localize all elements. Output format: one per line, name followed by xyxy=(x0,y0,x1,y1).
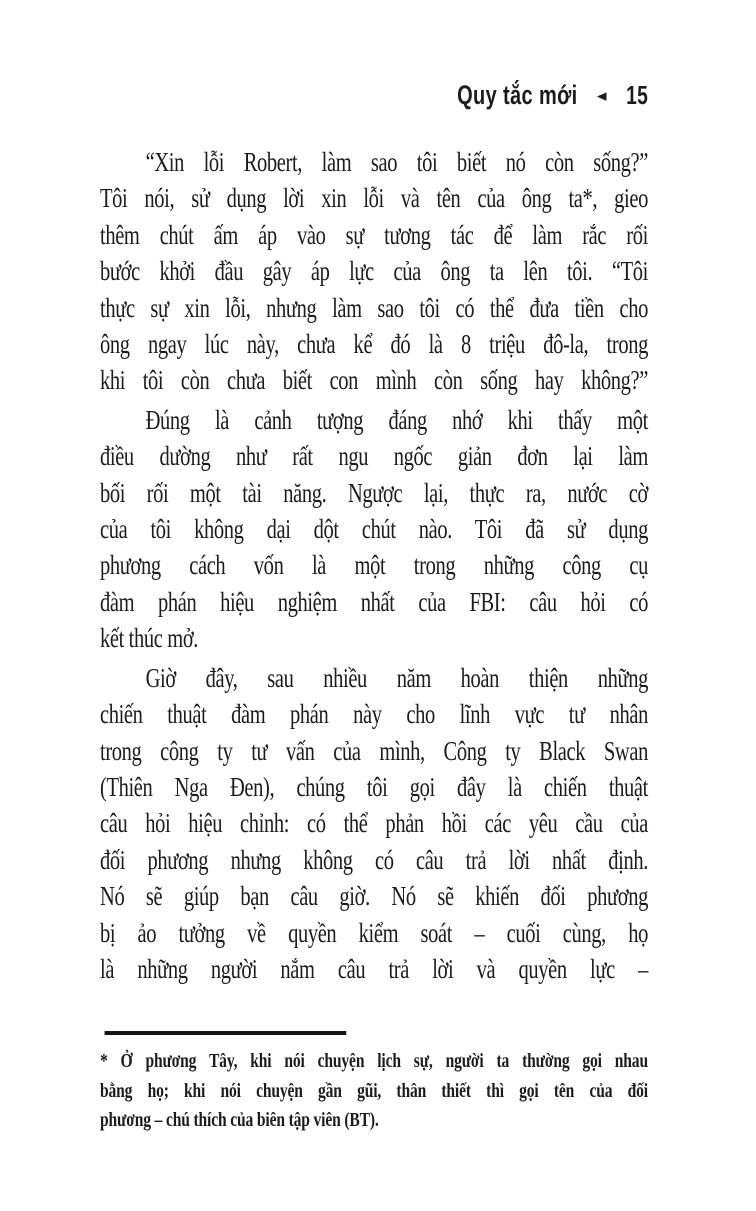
body-line: đàm phán hiệu nghiệm nhất của FBI: câu hỏi có xyxy=(100,586,648,617)
page-number: 15 xyxy=(625,80,648,110)
body-line: khi tôi còn chưa biết con mình còn sống hay không?” xyxy=(100,365,648,396)
body-line: trong công ty tư vấn của mình, Công ty Black Swan xyxy=(100,735,648,766)
body-line: là những người nắm câu trả lời và quyền lực – xyxy=(100,953,648,984)
footnote-line: phương – chú thích của biên tập viên (BT). xyxy=(100,1109,379,1132)
body-line: đối phương nhưng không có câu trả lời nhất định. xyxy=(100,844,648,875)
body-line: Nó sẽ giúp bạn câu giờ. Nó sẽ khiến đối phương xyxy=(100,881,648,912)
body-line: “Xin lỗi Robert, làm sao tôi biết nó còn sống?” xyxy=(145,147,648,177)
running-title: Quy tắc mới xyxy=(456,80,578,110)
paragraph-1 xyxy=(100,144,648,399)
body-line: phương cách vốn là một trong những công cụ xyxy=(100,550,648,581)
body-line: điều dường như rất ngu ngốc giản đơn lại làm xyxy=(100,441,648,472)
body-line: bị ảo tưởng về quyền kiểm soát – cuối cùng, họ xyxy=(100,917,648,948)
body-line: kết thúc mở. xyxy=(100,623,199,654)
body-line: ông ngay lúc này, chưa kể đó là 8 triệu đô-la, trong xyxy=(100,329,648,360)
footnote xyxy=(100,1031,648,1136)
footnote-rule xyxy=(105,1031,347,1035)
running-header xyxy=(457,80,648,111)
body-line: bối rối một tài năng. Ngược lại, thực ra, nước cờ xyxy=(100,477,648,508)
body-line: Giờ đây, sau nhiều năm hoàn thiện những xyxy=(145,662,648,693)
text-column xyxy=(100,144,648,1136)
body-line: của tôi không dại dột chút nào. Tôi đã sử dụng xyxy=(100,514,648,545)
body-line: câu hỏi hiệu chỉnh: có thể phản hồi các yêu cầu của xyxy=(100,808,648,839)
body-line: Đúng là cảnh tượng đáng nhớ khi thấy một xyxy=(145,404,648,435)
body-line: bước khởi đầu gây áp lực của ông ta lên tôi. “Tôi xyxy=(100,256,648,287)
footnote-line: * Ở phương Tây, khi nói chuyện lịch sự, người ta thường gọi nhau xyxy=(100,1050,648,1073)
paragraph-2 xyxy=(100,402,648,657)
body-line: thêm chút ấm áp vào sự tương tác để làm rắc rối xyxy=(100,219,648,250)
body-line: Tôi nói, sử dụng lời xin lỗi và tên của ông ta*, gieo xyxy=(100,183,648,214)
body-line: chiến thuật đàm phán này cho lĩnh vực tư nhân xyxy=(100,699,648,730)
footnote-line: bằng họ; khi nói chuyện gần gũi, thân thiết thì gọi tên của đối xyxy=(100,1079,648,1102)
body-line: (Thiên Nga Đen), chúng tôi gọi đây là chiến thuật xyxy=(100,771,648,802)
left-pointer-icon: ◄ xyxy=(596,86,607,106)
body-line: thực sự xin lỗi, nhưng làm sao tôi có thể đưa tiền cho xyxy=(100,292,648,323)
paragraph-3 xyxy=(100,660,648,988)
